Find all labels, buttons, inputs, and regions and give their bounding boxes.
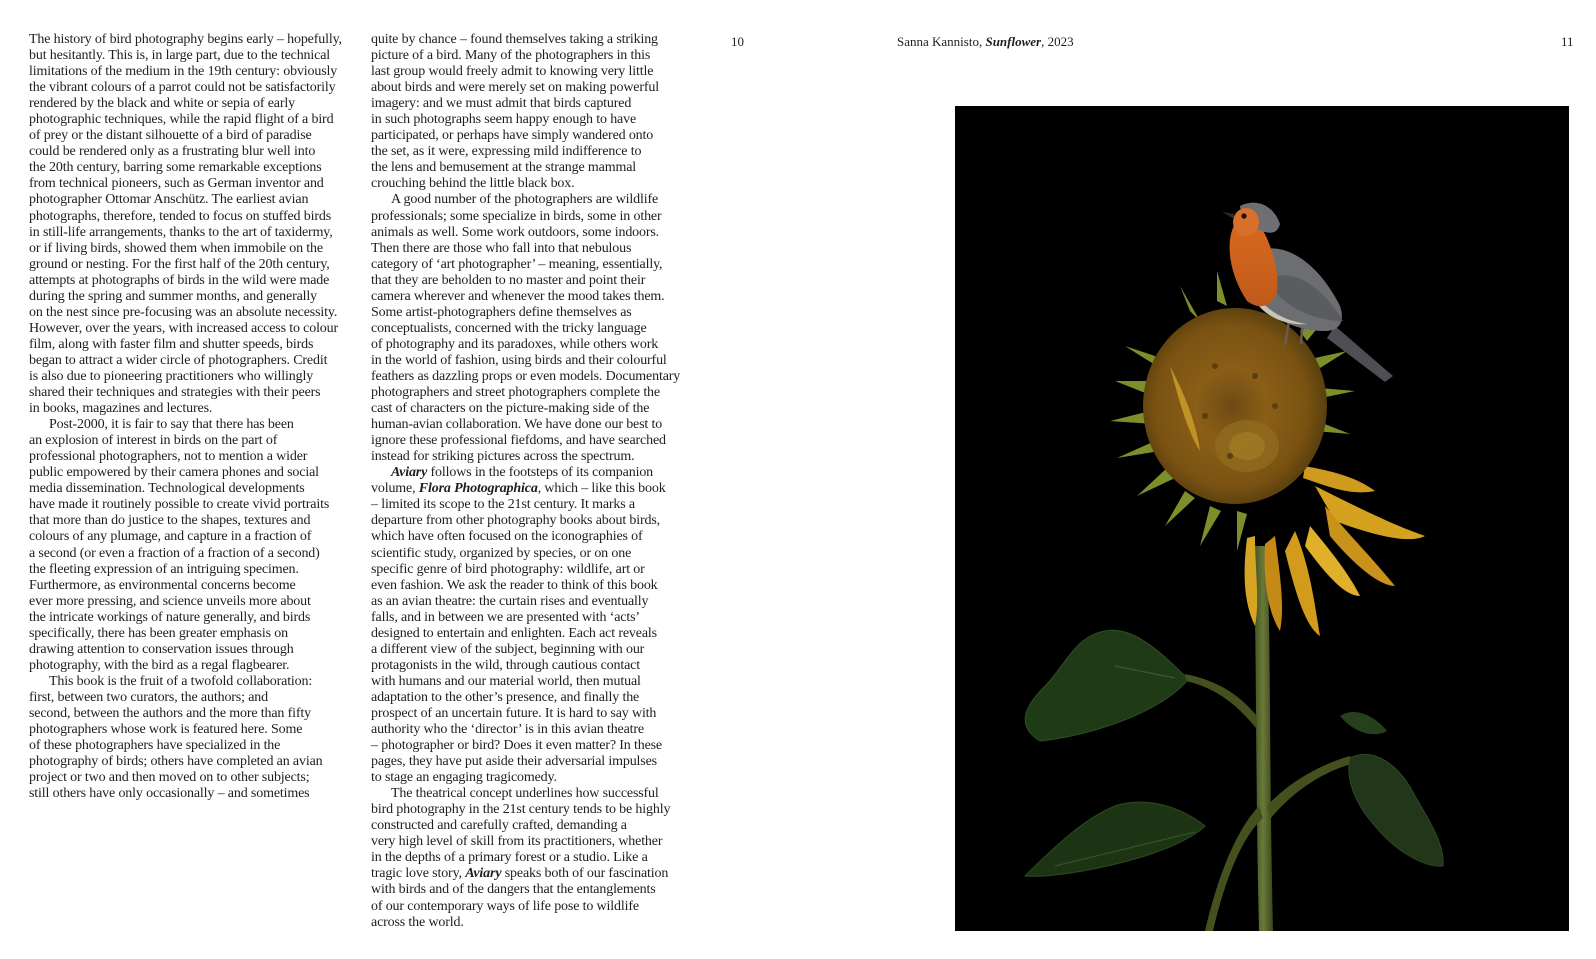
text-column-2 — [371, 32, 716, 931]
paragraph-text-segment: follows in the footsteps of its companion volume, — [371, 465, 654, 497]
page-number-left: 10 — [731, 34, 744, 49]
paragraph-theatrical-concept — [371, 786, 716, 930]
book-title-aviary: Aviary — [391, 465, 428, 481]
book-title-flora: Flora Photographica — [418, 481, 538, 497]
photo-caption — [897, 34, 1074, 50]
paragraph-text-segment: , which – like this book – limited its scope to the 21st century. It marks a departure from other photography books about birds, which have often focused on the iconographies of scientific study, organized by species, or on one specific genre of bird photography: wildlife, art or even fashion. We ask the reader to think of this book as an avian theatre: the curtain rises and eventually falls, and in between we are presented with ‘acts’ designed to entertain and enlighten. Each act reveals a different view of the subject, beginning with our protagonists in the wild, through cautious contact with humans and our material world, then mutual adaptation to the other’s presence, and finally the prospect of an uncertain future. It is hard to say with authority who the ‘director’ is in this avian theatre – photographer or bird? Does it even matter? In these pages, they have put aside their adversarial impulses to stage an engaging tragicomedy. — [371, 481, 666, 786]
paragraph-text-segment: speaks both of our fascination with birds and of the dangers that the entanglements of our contemporary ways of life pose to wildlife across the world. — [371, 866, 669, 930]
paragraph-companion-volume — [371, 465, 716, 786]
sunflower-seedhead — [1143, 308, 1327, 504]
caption-year: , 2023 — [1041, 34, 1074, 49]
paragraph-history: The history of bird photography begins early – hopefully, but hesitantly. This is, in large part, due to the technical limitations of the medium in the 19th century: obviously the vibrant colours of a parrot could not be satisfactorily rendered by the black and white or sepia of early photographic techniques, while the rapid flight of a bird of prey or the distant silhouette of a bird of paradise could be rendered only as a frustrating blur well into the 20th century, barring some remarkable exceptions from technical pioneers, such as German inventor and photographer Ottomar Anschütz. The earliest avian photographs, therefore, tended to focus on stuffed birds in still-life arrangements, thanks to the art of taxidermy, or if living birds, showed them when immobile on the ground or nesting. For the first half of the 20th century, attempts at photographs of birds in the wild were made during the spring and summer months, and generally on the nest since pre-focusing was an absolute necessity. However, over the years, with increased access to colour film, along with faster film and shutter speeds, birds began to attract a wider circle of photographers. Credit is also due to pioneering practitioners who willingly shared their techniques and strategies with their peers in books, magazines and lectures. — [29, 32, 342, 417]
paragraph-collaboration: This book is the fruit of a twofold collaboration: first, between two curators, the authors; and second, between the authors and the more than fifty photographers whose work is featured here. Some of these photographers have specialized in the photography of birds; others have completed an avian project or two and then moved on to other subjects; still others have only occasionally – and sometimes — [29, 673, 323, 802]
caption-work-title: Sunflower — [985, 34, 1042, 49]
paragraph-post-2000: Post-2000, it is fair to say that there has been an explosion of interest in birds on the part of professional photographers, not to mention a wider public empowered by their camera phones and social media dissemination. Technological developments have made it routinely possible to create vivid portraits that more than do justice to the shapes, textures and colours of any plumage, and capture in a fraction of a second (or even a fraction of a fraction of a second) the fleeting expression of an intriguing specimen. Furthermore, as environmental concerns become ever more pressing, and science unveils more about the intricate workings of nature generally, and birds specifically, there has been greater emphasis on drawing attention to conservation issues through photography, with the bird as a regal flagbearer. — [29, 417, 330, 673]
sunflower-stem — [1185, 546, 1351, 931]
book-title-aviary: Aviary — [465, 866, 502, 882]
paragraph-professionals: A good number of the photographers are wildlife professionals; some specialize in birds, some in other animals as well. Some work outdoors, some indoors. Then there are those who fall into that nebulous category of ‘art photographer’ – meaning, essentially, that they are beholden to no master and point their camera wherever and whenever the mood takes them. Some artist-photographers define themselves as conceptualists, concerned with the tricky language of photography and its paradoxes, while others work in the world of fashion, using birds and their colourful feathers as dazzling props or even models. Documentary photographers and street photographers complete the cast of characters on the picture-making side of the human-avian collaboration. We have done our best to ignore these professional fiefdoms, and have searched instead for striking pictures across the spectrum. — [371, 192, 681, 465]
caption-artist: Sanna Kannisto, — [897, 34, 986, 49]
page-number-right: 11 — [1561, 34, 1574, 49]
text-column-1 — [29, 32, 364, 802]
paragraph-by-chance: quite by chance – found themselves taking a striking picture of a bird. Many of the photographers in this last group would freely admit to knowing very little about birds and were merely set on making powerful imagery: and we must admit that birds captured in such photographs seem happy enough to have participated, or perhaps have simply wandered onto the set, as it were, expressing mild indifference to the lens and bemusement at the strange mammal crouching behind the little black box. — [371, 32, 659, 192]
sunflower-photograph — [955, 106, 1569, 931]
paragraph-text-segment: The theatrical concept underlines how successful bird photography in the 21st century tends to be highly constructed and carefully crafted, demanding a very high level of skill from its practitioners, whether in the depths of a primary forest or a studio. Like a tragic love story, — [371, 786, 671, 882]
sunflower-leaves — [1025, 630, 1443, 876]
